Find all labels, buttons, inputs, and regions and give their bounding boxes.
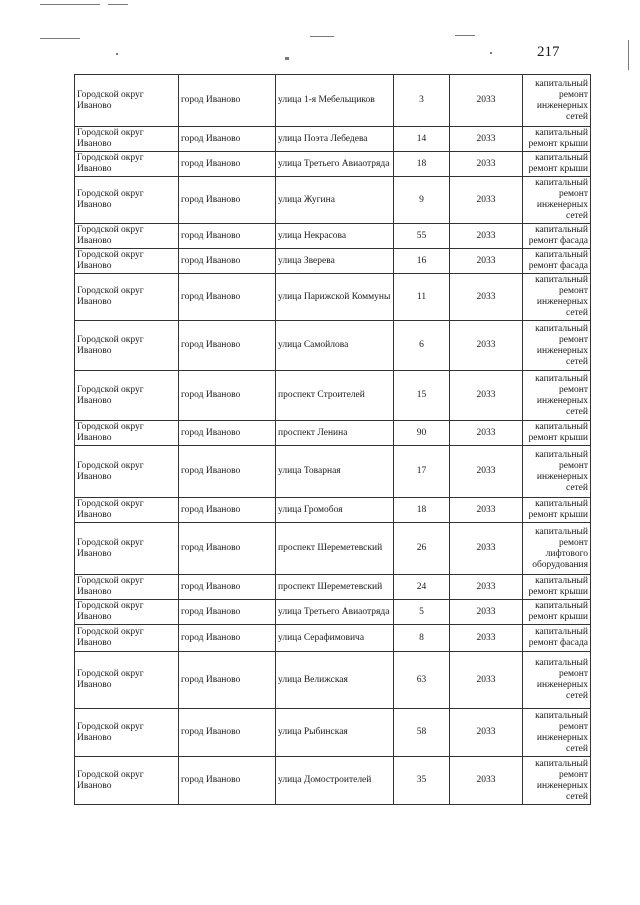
work-type-cell: капитальный ремонт крыши: [523, 600, 591, 625]
house-number-cell: 35: [394, 757, 450, 805]
municipality-cell: Городской округ Иваново: [75, 127, 179, 152]
city-cell: город Иваново: [179, 600, 276, 625]
year-cell: 2033: [450, 274, 523, 321]
scan-artifact: [40, 38, 80, 39]
work-type-cell: капитальный ремонт инженерных сетей: [523, 321, 591, 371]
work-type-cell: капитальный ремонт крыши: [523, 575, 591, 600]
page-number: 217: [537, 44, 560, 60]
municipality-cell: Городской округ Иваново: [75, 177, 179, 224]
municipality-cell: Городской округ Иваново: [75, 625, 179, 652]
year-cell: 2033: [450, 321, 523, 371]
street-cell: улица Домостроителей: [276, 757, 394, 805]
house-number-cell: 8: [394, 625, 450, 652]
year-cell: 2033: [450, 421, 523, 446]
street-cell: проспект Шереметевский: [276, 575, 394, 600]
municipality-cell: Городской округ Иваново: [75, 224, 179, 249]
city-cell: город Иваново: [179, 249, 276, 274]
house-number-cell: 15: [394, 371, 450, 421]
street-cell: улица Громобоя: [276, 498, 394, 523]
street-cell: проспект Ленина: [276, 421, 394, 446]
work-type-cell: капитальный ремонт крыши: [523, 498, 591, 523]
year-cell: 2033: [450, 600, 523, 625]
house-number-cell: 11: [394, 274, 450, 321]
table-row: [75, 625, 591, 652]
work-type-cell: капитальный ремонт инженерных сетей: [523, 652, 591, 709]
year-cell: 2033: [450, 75, 523, 127]
street-cell: улица Третьего Авиаотряда: [276, 600, 394, 625]
municipality-cell: Городской округ Иваново: [75, 757, 179, 805]
year-cell: 2033: [450, 371, 523, 421]
work-type-cell: капитальный ремонт инженерных сетей: [523, 709, 591, 757]
municipality-cell: Городской округ Иваново: [75, 371, 179, 421]
house-number-cell: 3: [394, 75, 450, 127]
year-cell: 2033: [450, 446, 523, 498]
street-cell: улица Рыбинская: [276, 709, 394, 757]
work-type-cell: капитальный ремонт инженерных сетей: [523, 757, 591, 805]
municipality-cell: Городской округ Иваново: [75, 523, 179, 575]
table-row: [75, 75, 591, 127]
street-cell: улица Поэта Лебедева: [276, 127, 394, 152]
work-type-cell: капитальный ремонт крыши: [523, 421, 591, 446]
year-cell: 2033: [450, 625, 523, 652]
scan-artifact: [285, 57, 289, 60]
scan-artifact: [310, 36, 334, 37]
municipality-cell: Городской округ Иваново: [75, 709, 179, 757]
work-type-cell: капитальный ремонт инженерных сетей: [523, 75, 591, 127]
municipality-cell: Городской округ Иваново: [75, 652, 179, 709]
scan-artifact: [628, 40, 629, 70]
year-cell: 2033: [450, 152, 523, 177]
municipality-cell: Городской округ Иваново: [75, 75, 179, 127]
table-row: [75, 757, 591, 805]
house-number-cell: 18: [394, 152, 450, 177]
work-type-cell: капитальный ремонт фасада: [523, 625, 591, 652]
city-cell: город Иваново: [179, 321, 276, 371]
city-cell: город Иваново: [179, 523, 276, 575]
work-type-cell: капитальный ремонт инженерных сетей: [523, 371, 591, 421]
table-row: [75, 249, 591, 274]
municipality-cell: Городской округ Иваново: [75, 575, 179, 600]
street-cell: улица Велижская: [276, 652, 394, 709]
table-row: [75, 224, 591, 249]
street-cell: улица Третьего Авиаотряда: [276, 152, 394, 177]
street-cell: улица 1-я Мебельщиков: [276, 75, 394, 127]
table-row: [75, 523, 591, 575]
street-cell: улица Некрасова: [276, 224, 394, 249]
year-cell: 2033: [450, 177, 523, 224]
registry-table-body: [75, 75, 591, 805]
scan-artifact: [40, 4, 100, 5]
year-cell: 2033: [450, 224, 523, 249]
municipality-cell: Городской округ Иваново: [75, 152, 179, 177]
registry-table: [74, 74, 591, 805]
house-number-cell: 58: [394, 709, 450, 757]
scan-artifact: [455, 35, 475, 36]
street-cell: улица Серафимовича: [276, 625, 394, 652]
year-cell: 2033: [450, 523, 523, 575]
municipality-cell: Городской округ Иваново: [75, 274, 179, 321]
year-cell: 2033: [450, 757, 523, 805]
work-type-cell: капитальный ремонт инженерных сетей: [523, 446, 591, 498]
work-type-cell: капитальный ремонт инженерных сетей: [523, 274, 591, 321]
street-cell: проспект Шереметевский: [276, 523, 394, 575]
house-number-cell: 6: [394, 321, 450, 371]
table-row: [75, 274, 591, 321]
city-cell: город Иваново: [179, 152, 276, 177]
house-number-cell: 63: [394, 652, 450, 709]
table-row: [75, 321, 591, 371]
house-number-cell: 26: [394, 523, 450, 575]
year-cell: 2033: [450, 652, 523, 709]
table-row: [75, 709, 591, 757]
street-cell: улица Товарная: [276, 446, 394, 498]
table-row: [75, 575, 591, 600]
city-cell: город Иваново: [179, 274, 276, 321]
city-cell: город Иваново: [179, 421, 276, 446]
city-cell: город Иваново: [179, 127, 276, 152]
scan-artifact: [108, 4, 128, 5]
municipality-cell: Городской округ Иваново: [75, 600, 179, 625]
table-row: [75, 127, 591, 152]
municipality-cell: Городской округ Иваново: [75, 421, 179, 446]
house-number-cell: 17: [394, 446, 450, 498]
table-row: [75, 498, 591, 523]
work-type-cell: капитальный ремонт фасада: [523, 224, 591, 249]
table-row: [75, 652, 591, 709]
house-number-cell: 14: [394, 127, 450, 152]
year-cell: 2033: [450, 249, 523, 274]
municipality-cell: Городской округ Иваново: [75, 321, 179, 371]
table-row: [75, 421, 591, 446]
work-type-cell: капитальный ремонт фасада: [523, 249, 591, 274]
house-number-cell: 24: [394, 575, 450, 600]
work-type-cell: капитальный ремонт лифтового оборудования: [523, 523, 591, 575]
table-row: [75, 446, 591, 498]
work-type-cell: капитальный ремонт инженерных сетей: [523, 177, 591, 224]
year-cell: 2033: [450, 498, 523, 523]
city-cell: город Иваново: [179, 709, 276, 757]
municipality-cell: Городской округ Иваново: [75, 498, 179, 523]
table-row: [75, 371, 591, 421]
street-cell: улица Зверева: [276, 249, 394, 274]
scan-artifact: [116, 53, 118, 55]
city-cell: город Иваново: [179, 757, 276, 805]
scan-artifact: [490, 52, 492, 54]
city-cell: город Иваново: [179, 371, 276, 421]
street-cell: улица Парижской Коммуны: [276, 274, 394, 321]
work-type-cell: капитальный ремонт крыши: [523, 127, 591, 152]
city-cell: город Иваново: [179, 177, 276, 224]
house-number-cell: 55: [394, 224, 450, 249]
city-cell: город Иваново: [179, 75, 276, 127]
house-number-cell: 9: [394, 177, 450, 224]
house-number-cell: 5: [394, 600, 450, 625]
street-cell: улица Жугина: [276, 177, 394, 224]
municipality-cell: Городской округ Иваново: [75, 249, 179, 274]
city-cell: город Иваново: [179, 224, 276, 249]
table-row: [75, 152, 591, 177]
year-cell: 2033: [450, 575, 523, 600]
city-cell: город Иваново: [179, 498, 276, 523]
city-cell: город Иваново: [179, 625, 276, 652]
house-number-cell: 16: [394, 249, 450, 274]
city-cell: город Иваново: [179, 446, 276, 498]
year-cell: 2033: [450, 127, 523, 152]
house-number-cell: 18: [394, 498, 450, 523]
municipality-cell: Городской округ Иваново: [75, 446, 179, 498]
city-cell: город Иваново: [179, 652, 276, 709]
street-cell: проспект Строителей: [276, 371, 394, 421]
city-cell: город Иваново: [179, 575, 276, 600]
table-row: [75, 177, 591, 224]
house-number-cell: 90: [394, 421, 450, 446]
work-type-cell: капитальный ремонт крыши: [523, 152, 591, 177]
street-cell: улица Самойлова: [276, 321, 394, 371]
table-row: [75, 600, 591, 625]
year-cell: 2033: [450, 709, 523, 757]
